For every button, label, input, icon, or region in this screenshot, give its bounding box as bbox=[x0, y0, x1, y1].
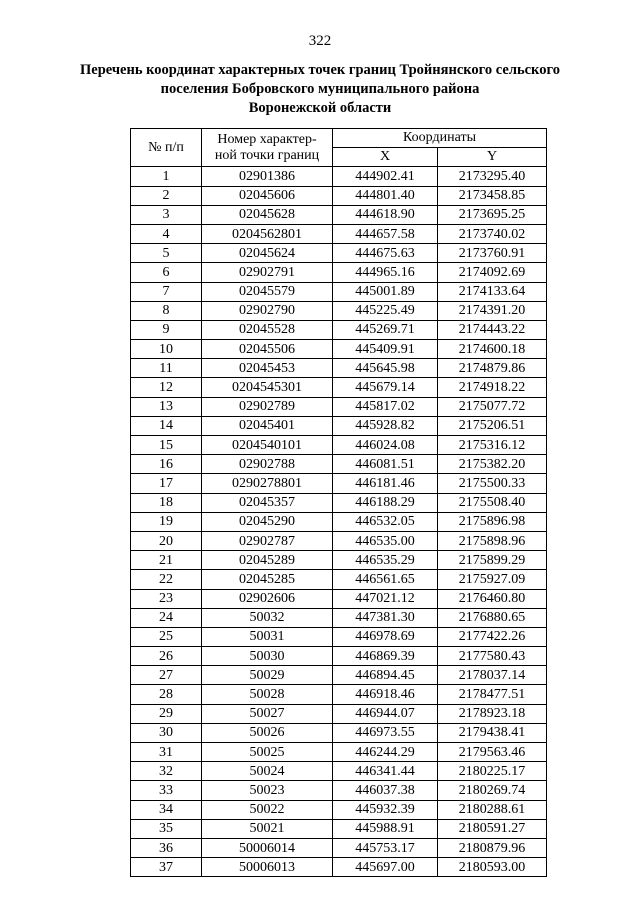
table-row bbox=[131, 743, 547, 762]
y-coordinate-cell: 2179563.46 bbox=[438, 743, 547, 762]
x-coordinate-cell: 445932.39 bbox=[333, 800, 438, 819]
y-coordinate-cell: 2175927.09 bbox=[438, 570, 547, 589]
x-coordinate-cell: 446188.29 bbox=[333, 493, 438, 512]
row-number-cell: 12 bbox=[131, 378, 202, 397]
point-number-cell: 02045290 bbox=[202, 512, 333, 531]
row-number-cell: 2 bbox=[131, 186, 202, 205]
row-number-cell: 15 bbox=[131, 436, 202, 455]
header-coordinates: Координаты bbox=[333, 129, 547, 148]
point-number-cell: 02901386 bbox=[202, 167, 333, 186]
y-coordinate-cell: 2177422.26 bbox=[438, 627, 547, 646]
x-coordinate-cell: 446561.65 bbox=[333, 570, 438, 589]
y-coordinate-cell: 2180591.27 bbox=[438, 819, 547, 838]
table-row bbox=[131, 800, 547, 819]
y-coordinate-cell: 2178037.14 bbox=[438, 666, 547, 685]
y-coordinate-cell: 2180288.61 bbox=[438, 800, 547, 819]
title-line-2: поселения Бобровского муниципального района bbox=[160, 81, 480, 97]
x-coordinate-cell: 445697.00 bbox=[333, 858, 438, 877]
table-row bbox=[131, 416, 547, 435]
y-coordinate-cell: 2180269.74 bbox=[438, 781, 547, 800]
point-number-cell: 0290278801 bbox=[202, 474, 333, 493]
row-number-cell: 27 bbox=[131, 666, 202, 685]
x-coordinate-cell: 446918.46 bbox=[333, 685, 438, 704]
table-row bbox=[131, 723, 547, 742]
table-row bbox=[131, 551, 547, 570]
x-coordinate-cell: 446532.05 bbox=[333, 512, 438, 531]
y-coordinate-cell: 2174600.18 bbox=[438, 340, 547, 359]
y-coordinate-cell: 2175316.12 bbox=[438, 436, 547, 455]
x-coordinate-cell: 445225.49 bbox=[333, 301, 438, 320]
point-number-cell: 50026 bbox=[202, 723, 333, 742]
x-coordinate-cell: 446894.45 bbox=[333, 666, 438, 685]
x-coordinate-cell: 446535.00 bbox=[333, 531, 438, 550]
point-number-cell: 50023 bbox=[202, 781, 333, 800]
y-coordinate-cell: 2175508.40 bbox=[438, 493, 547, 512]
table-row bbox=[131, 647, 547, 666]
point-number-cell: 50032 bbox=[202, 608, 333, 627]
y-coordinate-cell: 2175077.72 bbox=[438, 397, 547, 416]
table-row bbox=[131, 608, 547, 627]
row-number-cell: 26 bbox=[131, 647, 202, 666]
point-number-cell: 02045624 bbox=[202, 244, 333, 263]
x-coordinate-cell: 445269.71 bbox=[333, 320, 438, 339]
coordinates-table bbox=[130, 128, 547, 877]
point-number-cell: 02902788 bbox=[202, 455, 333, 474]
table-row bbox=[131, 474, 547, 493]
point-number-cell: 02045285 bbox=[202, 570, 333, 589]
row-number-cell: 8 bbox=[131, 301, 202, 320]
point-number-cell: 50030 bbox=[202, 647, 333, 666]
row-number-cell: 34 bbox=[131, 800, 202, 819]
x-coordinate-cell: 445645.98 bbox=[333, 359, 438, 378]
point-number-cell: 02902606 bbox=[202, 589, 333, 608]
x-coordinate-cell: 445001.89 bbox=[333, 282, 438, 301]
table-row bbox=[131, 436, 547, 455]
header-point-number-line-1: Номер характер- bbox=[217, 131, 317, 147]
table-row bbox=[131, 589, 547, 608]
table-row bbox=[131, 704, 547, 723]
point-number-cell: 50025 bbox=[202, 743, 333, 762]
x-coordinate-cell: 446244.29 bbox=[333, 743, 438, 762]
point-number-cell: 02045606 bbox=[202, 186, 333, 205]
point-number-cell: 50028 bbox=[202, 685, 333, 704]
table-row bbox=[131, 685, 547, 704]
x-coordinate-cell: 446973.55 bbox=[333, 723, 438, 742]
row-number-cell: 1 bbox=[131, 167, 202, 186]
row-number-cell: 18 bbox=[131, 493, 202, 512]
point-number-cell: 02045289 bbox=[202, 551, 333, 570]
point-number-cell: 0204562801 bbox=[202, 224, 333, 243]
y-coordinate-cell: 2174133.64 bbox=[438, 282, 547, 301]
point-number-cell: 50006013 bbox=[202, 858, 333, 877]
document-title bbox=[70, 61, 570, 118]
x-coordinate-cell: 444618.90 bbox=[333, 205, 438, 224]
table-row bbox=[131, 570, 547, 589]
row-number-cell: 25 bbox=[131, 627, 202, 646]
row-number-cell: 29 bbox=[131, 704, 202, 723]
y-coordinate-cell: 2174918.22 bbox=[438, 378, 547, 397]
table-row bbox=[131, 378, 547, 397]
y-coordinate-cell: 2176460.80 bbox=[438, 589, 547, 608]
header-y: Y bbox=[438, 148, 547, 167]
point-number-cell: 02902789 bbox=[202, 397, 333, 416]
x-coordinate-cell: 446535.29 bbox=[333, 551, 438, 570]
point-number-cell: 02045579 bbox=[202, 282, 333, 301]
y-coordinate-cell: 2180593.00 bbox=[438, 858, 547, 877]
point-number-cell: 0204545301 bbox=[202, 378, 333, 397]
row-number-cell: 37 bbox=[131, 858, 202, 877]
row-number-cell: 23 bbox=[131, 589, 202, 608]
x-coordinate-cell: 445753.17 bbox=[333, 838, 438, 857]
point-number-cell: 50031 bbox=[202, 627, 333, 646]
row-number-cell: 32 bbox=[131, 762, 202, 781]
point-number-cell: 50021 bbox=[202, 819, 333, 838]
x-coordinate-cell: 444965.16 bbox=[333, 263, 438, 282]
x-coordinate-cell: 446978.69 bbox=[333, 627, 438, 646]
y-coordinate-cell: 2173740.02 bbox=[438, 224, 547, 243]
table-row bbox=[131, 301, 547, 320]
point-number-cell: 02902790 bbox=[202, 301, 333, 320]
y-coordinate-cell: 2178477.51 bbox=[438, 685, 547, 704]
y-coordinate-cell: 2174092.69 bbox=[438, 263, 547, 282]
row-number-cell: 17 bbox=[131, 474, 202, 493]
title-line-1: Перечень координат характерных точек границ Тройнянского сельского bbox=[80, 62, 560, 78]
y-coordinate-cell: 2173695.25 bbox=[438, 205, 547, 224]
table-body bbox=[131, 167, 547, 877]
point-number-cell: 02045357 bbox=[202, 493, 333, 512]
x-coordinate-cell: 445928.82 bbox=[333, 416, 438, 435]
page-number: 322 bbox=[308, 33, 332, 49]
x-coordinate-cell: 445817.02 bbox=[333, 397, 438, 416]
y-coordinate-cell: 2174879.86 bbox=[438, 359, 547, 378]
header-x: X bbox=[333, 148, 438, 167]
row-number-cell: 19 bbox=[131, 512, 202, 531]
row-number-cell: 31 bbox=[131, 743, 202, 762]
row-number-cell: 28 bbox=[131, 685, 202, 704]
y-coordinate-cell: 2177580.43 bbox=[438, 647, 547, 666]
y-coordinate-cell: 2178923.18 bbox=[438, 704, 547, 723]
table-row bbox=[131, 263, 547, 282]
point-number-cell: 0204540101 bbox=[202, 436, 333, 455]
x-coordinate-cell: 444902.41 bbox=[333, 167, 438, 186]
row-number-cell: 13 bbox=[131, 397, 202, 416]
row-number-cell: 4 bbox=[131, 224, 202, 243]
y-coordinate-cell: 2176880.65 bbox=[438, 608, 547, 627]
y-coordinate-cell: 2175898.96 bbox=[438, 531, 547, 550]
row-number-cell: 20 bbox=[131, 531, 202, 550]
point-number-cell: 02045401 bbox=[202, 416, 333, 435]
header-point-number-line-2: ной точки границ bbox=[214, 147, 320, 163]
y-coordinate-cell: 2175896.98 bbox=[438, 512, 547, 531]
row-number-cell: 3 bbox=[131, 205, 202, 224]
row-number-cell: 30 bbox=[131, 723, 202, 742]
x-coordinate-cell: 444657.58 bbox=[333, 224, 438, 243]
row-number-cell: 21 bbox=[131, 551, 202, 570]
table-row bbox=[131, 493, 547, 512]
point-number-cell: 02902787 bbox=[202, 531, 333, 550]
x-coordinate-cell: 444801.40 bbox=[333, 186, 438, 205]
table-row bbox=[131, 244, 547, 263]
table-row bbox=[131, 224, 547, 243]
table-header bbox=[131, 129, 547, 167]
table-row bbox=[131, 186, 547, 205]
table-row bbox=[131, 282, 547, 301]
point-number-cell: 02045528 bbox=[202, 320, 333, 339]
x-coordinate-cell: 445679.14 bbox=[333, 378, 438, 397]
y-coordinate-cell: 2174443.22 bbox=[438, 320, 547, 339]
point-number-cell: 02902791 bbox=[202, 263, 333, 282]
x-coordinate-cell: 446944.07 bbox=[333, 704, 438, 723]
table-row bbox=[131, 205, 547, 224]
point-number-cell: 50029 bbox=[202, 666, 333, 685]
row-number-cell: 9 bbox=[131, 320, 202, 339]
row-number-cell: 14 bbox=[131, 416, 202, 435]
point-number-cell: 50027 bbox=[202, 704, 333, 723]
x-coordinate-cell: 444675.63 bbox=[333, 244, 438, 263]
table-row bbox=[131, 838, 547, 857]
table-row bbox=[131, 819, 547, 838]
point-number-cell: 02045628 bbox=[202, 205, 333, 224]
table-row bbox=[131, 666, 547, 685]
table-row bbox=[131, 627, 547, 646]
point-number-cell: 50022 bbox=[202, 800, 333, 819]
point-number-cell: 02045453 bbox=[202, 359, 333, 378]
x-coordinate-cell: 446869.39 bbox=[333, 647, 438, 666]
x-coordinate-cell: 445409.91 bbox=[333, 340, 438, 359]
point-number-cell: 02045506 bbox=[202, 340, 333, 359]
row-number-cell: 33 bbox=[131, 781, 202, 800]
table-row bbox=[131, 762, 547, 781]
x-coordinate-cell: 445988.91 bbox=[333, 819, 438, 838]
row-number-cell: 10 bbox=[131, 340, 202, 359]
point-number-cell: 50024 bbox=[202, 762, 333, 781]
table-row bbox=[131, 512, 547, 531]
header-point-number bbox=[202, 129, 333, 167]
y-coordinate-cell: 2175382.20 bbox=[438, 455, 547, 474]
table-row bbox=[131, 167, 547, 186]
y-coordinate-cell: 2179438.41 bbox=[438, 723, 547, 742]
x-coordinate-cell: 446081.51 bbox=[333, 455, 438, 474]
row-number-cell: 7 bbox=[131, 282, 202, 301]
table-row bbox=[131, 455, 547, 474]
row-number-cell: 35 bbox=[131, 819, 202, 838]
x-coordinate-cell: 446181.46 bbox=[333, 474, 438, 493]
y-coordinate-cell: 2173760.91 bbox=[438, 244, 547, 263]
x-coordinate-cell: 446024.08 bbox=[333, 436, 438, 455]
row-number-cell: 11 bbox=[131, 359, 202, 378]
row-number-cell: 36 bbox=[131, 838, 202, 857]
table-row bbox=[131, 531, 547, 550]
header-row-number: № п/п bbox=[131, 129, 202, 167]
y-coordinate-cell: 2175206.51 bbox=[438, 416, 547, 435]
y-coordinate-cell: 2180879.96 bbox=[438, 838, 547, 857]
point-number-cell: 50006014 bbox=[202, 838, 333, 857]
row-number-cell: 5 bbox=[131, 244, 202, 263]
table-row bbox=[131, 359, 547, 378]
y-coordinate-cell: 2173295.40 bbox=[438, 167, 547, 186]
x-coordinate-cell: 446037.38 bbox=[333, 781, 438, 800]
row-number-cell: 24 bbox=[131, 608, 202, 627]
row-number-cell: 22 bbox=[131, 570, 202, 589]
y-coordinate-cell: 2173458.85 bbox=[438, 186, 547, 205]
x-coordinate-cell: 447381.30 bbox=[333, 608, 438, 627]
y-coordinate-cell: 2175899.29 bbox=[438, 551, 547, 570]
y-coordinate-cell: 2174391.20 bbox=[438, 301, 547, 320]
x-coordinate-cell: 446341.44 bbox=[333, 762, 438, 781]
title-line-3: Воронежской области bbox=[248, 100, 392, 116]
row-number-cell: 16 bbox=[131, 455, 202, 474]
y-coordinate-cell: 2175500.33 bbox=[438, 474, 547, 493]
table-row bbox=[131, 397, 547, 416]
table-row bbox=[131, 320, 547, 339]
table-row bbox=[131, 858, 547, 877]
table-row bbox=[131, 340, 547, 359]
table-row bbox=[131, 781, 547, 800]
x-coordinate-cell: 447021.12 bbox=[333, 589, 438, 608]
y-coordinate-cell: 2180225.17 bbox=[438, 762, 547, 781]
row-number-cell: 6 bbox=[131, 263, 202, 282]
